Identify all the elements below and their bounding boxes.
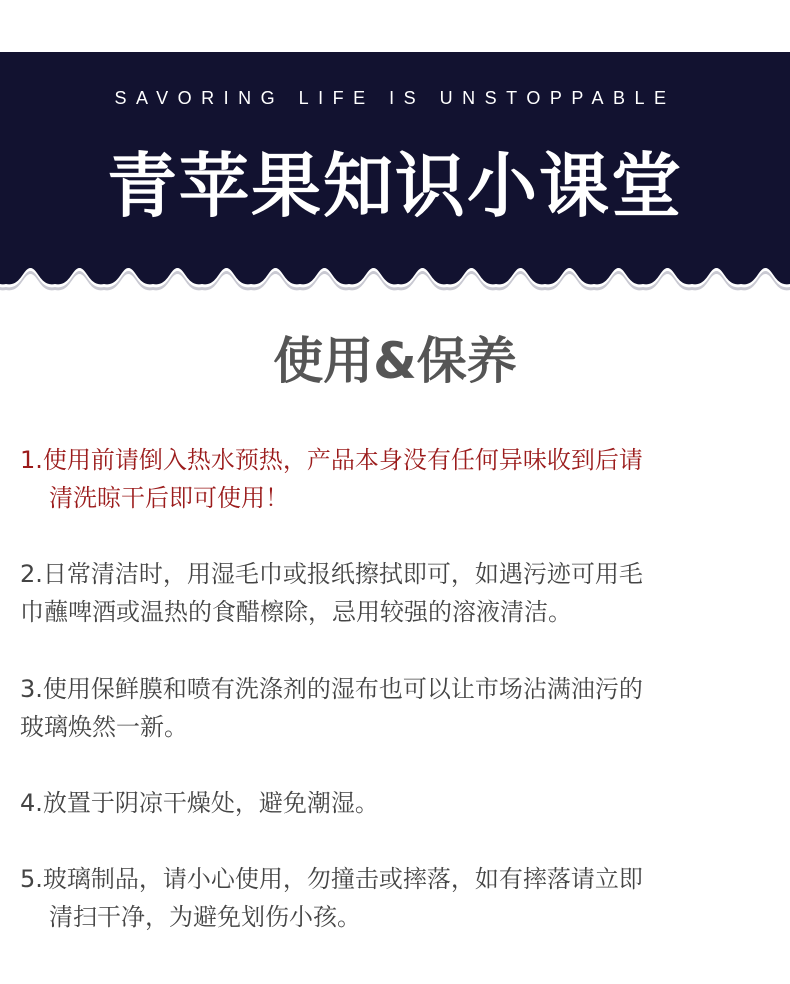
tip-line: 3.使用保鲜膜和喷有洗涤剂的湿布也可以让市场沾满油污的 [20,675,643,703]
tip-line: 清洗晾干后即可使用！ [49,484,289,512]
tip-item-5 [20,860,772,936]
section-title: 使用&保养 [273,332,517,390]
tip-item-3 [20,670,772,746]
page-title: 青苹果知识小课堂 [107,145,683,227]
tip-line: 清扫干净，为避免划伤小孩。 [49,903,361,931]
tip-line: 2.日常清洁时，用湿毛巾或报纸擦拭即可，如遇污迹可用毛 [20,560,643,588]
tip-line: 玻璃焕然一新。 [20,713,188,741]
tip-item-2 [20,555,772,631]
tip-line: 4.放置于阴凉干燥处，避免潮湿。 [20,789,379,817]
tip-item-1 [20,441,772,517]
tip-line: 1.使用前请倒入热水预热，产品本身没有任何异味收到后请 [20,446,643,474]
tip-item-4 [20,784,772,822]
tip-line: 5.玻璃制品，请小心使用，勿撞击或摔落，如有摔落请立即 [20,865,643,893]
header-tagline: SAVORING LIFE IS UNSTOPPABLE [114,88,676,108]
tip-line: 巾蘸啤酒或温热的食醋檫除，忌用较强的溶液清洁。 [20,598,572,626]
